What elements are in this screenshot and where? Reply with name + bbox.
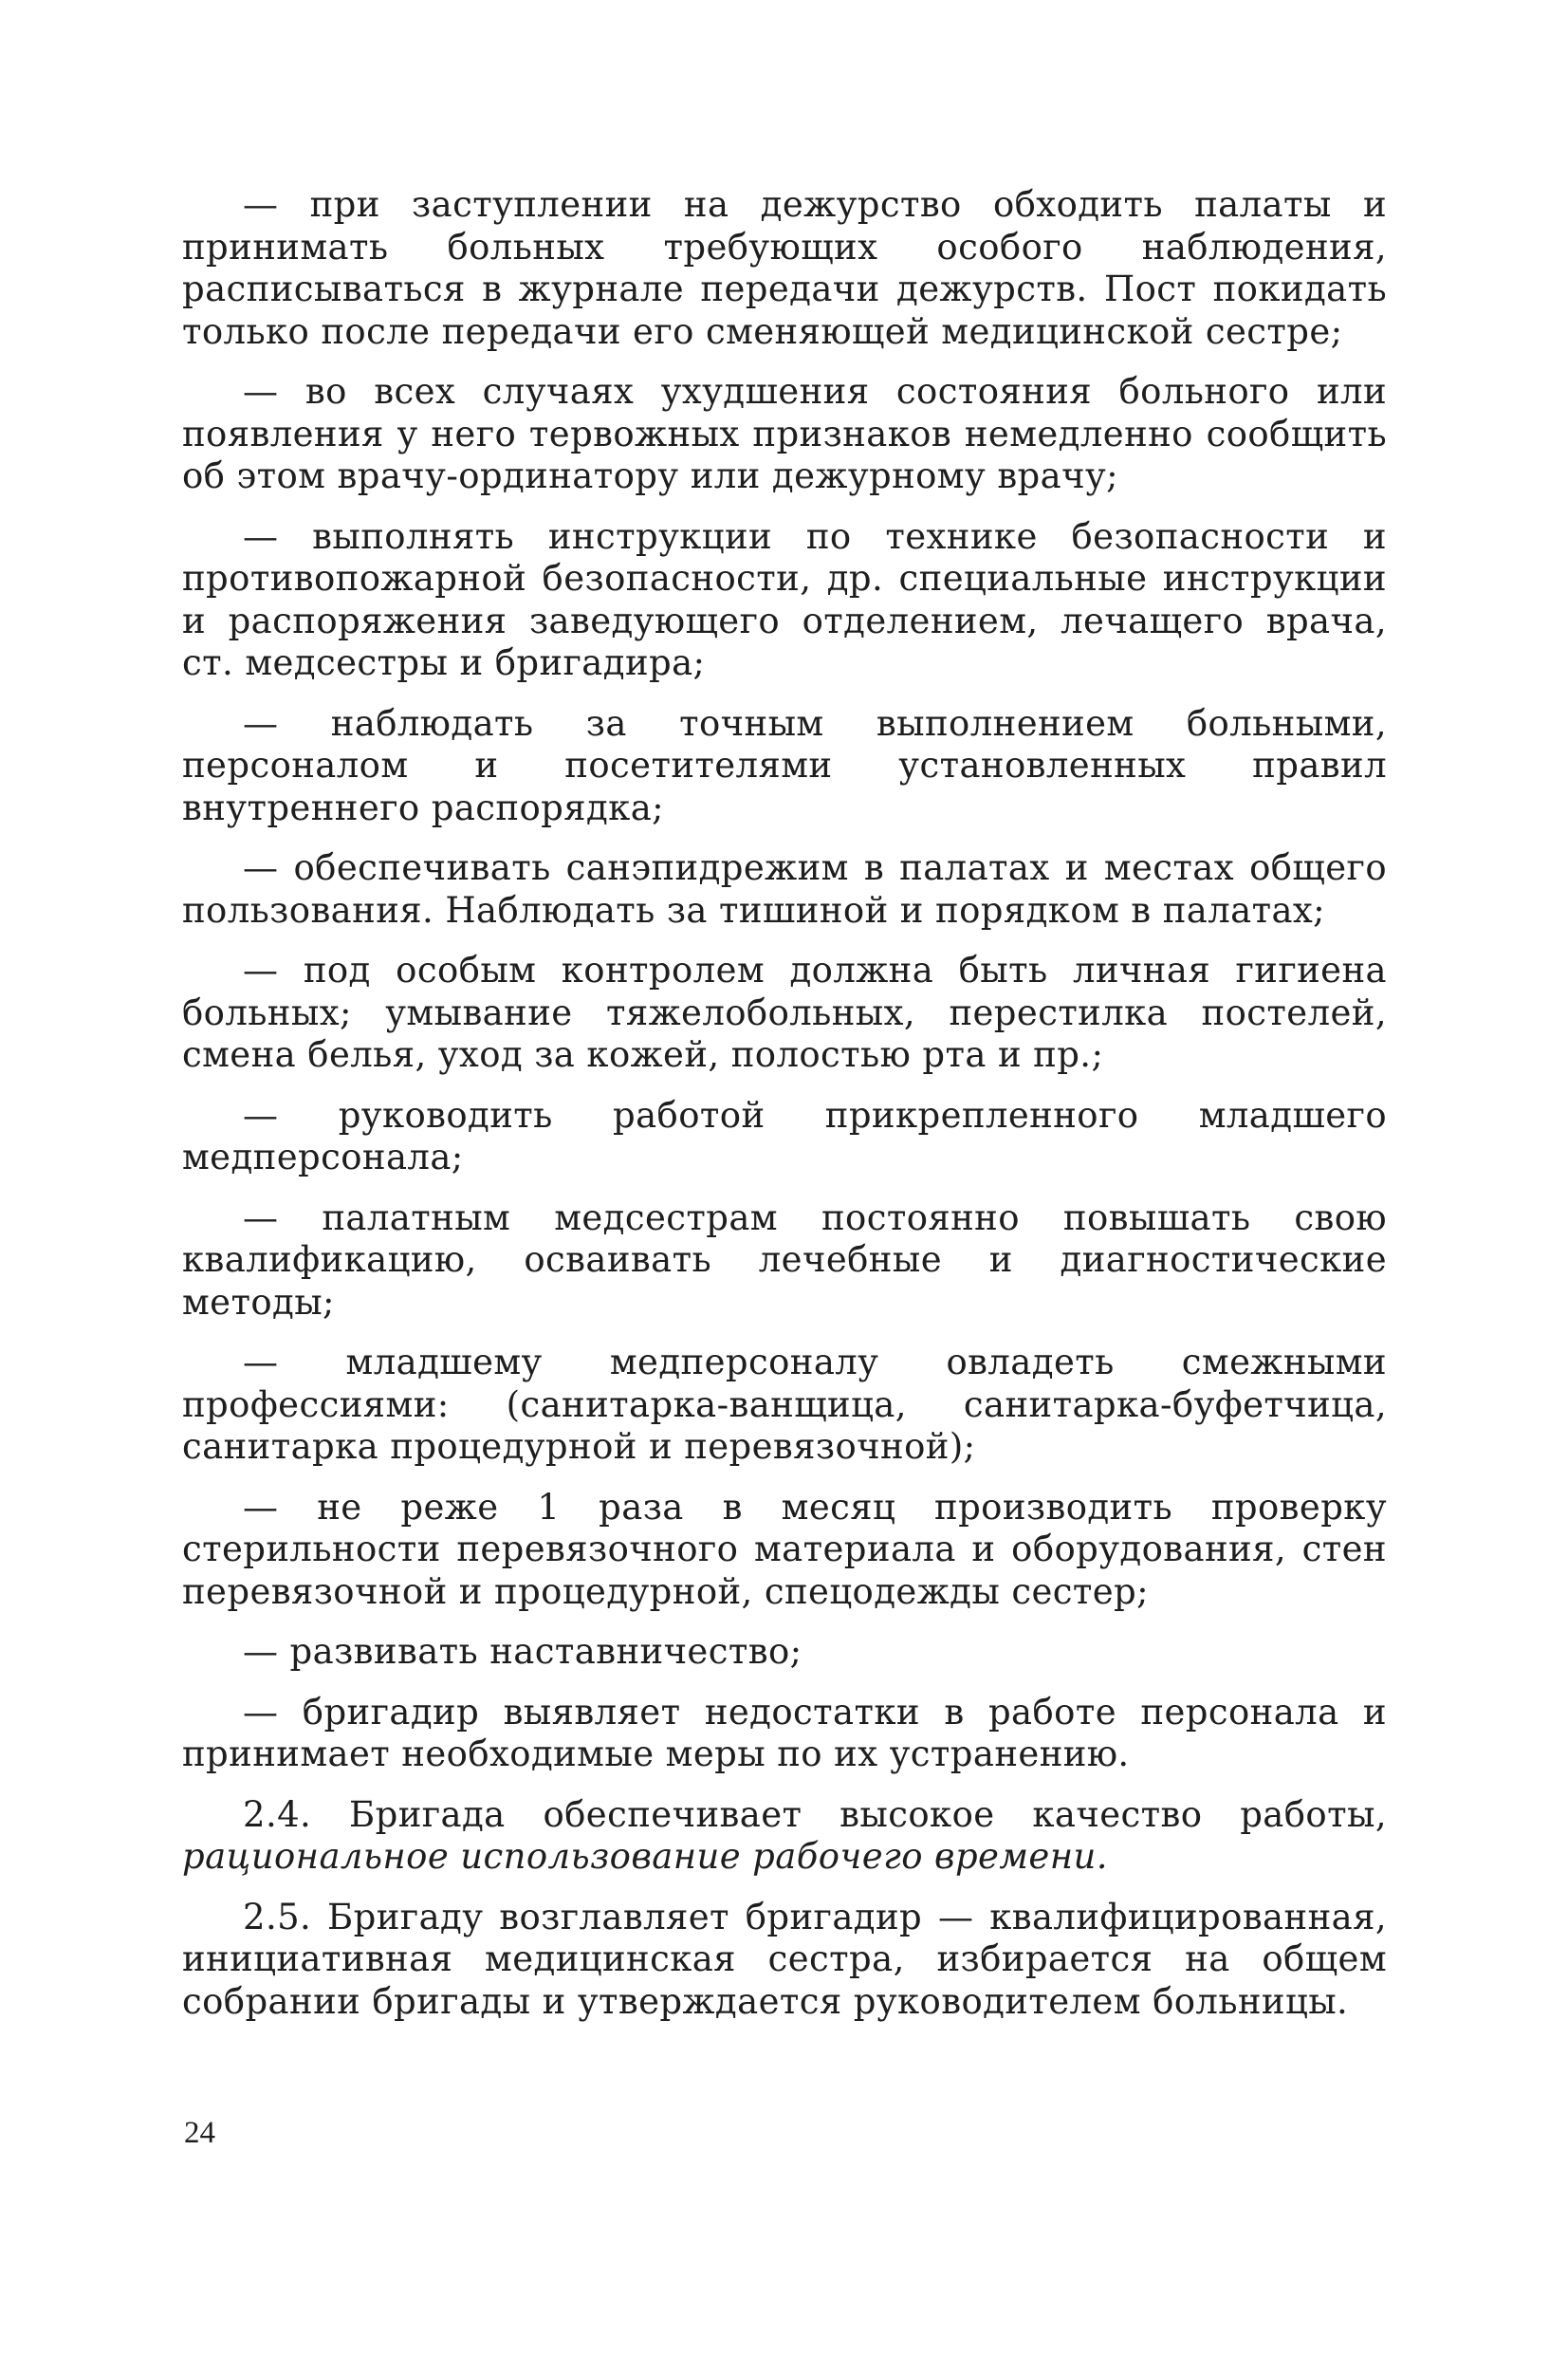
section-2-4-italic: рациональное использование рабочего времени.: [182, 1836, 1108, 1877]
duty-item: — наблюдать за точным выполнением больными, персоналом и посетителями установленных правил внутреннего распорядка;: [182, 702, 1387, 828]
duty-item: — палатным медсестрам постоянно повышать свою квалификацию, осваивать лечебные и диагностические методы;: [182, 1196, 1387, 1323]
duty-item: — выполнять инструкции по технике безопасности и противопожарной безопасности, др. специальные инструкции и распоряжения заведующего отделением, лечащего врача, ст. медсестры и бригадира;: [182, 515, 1387, 683]
section-2-4: [182, 1794, 1387, 1879]
duty-item: — младшему медперсоналу овладеть смежными профессиями: (санитарка-ванщица, санитарка-буфетчица, санитарка процедурной и перевязочной);: [182, 1342, 1387, 1467]
body-text: [182, 184, 1387, 2041]
duty-item: — под особым контролем должна быть личная гигиена больных; умывание тяжелобольных, перестилка постелей, смена белья, уход за кожей, полостью рта и пр.;: [182, 950, 1387, 1075]
duty-item: — не реже 1 раза в месяц производить проверку стерильности перевязочного материала и оборудования, стен перевязочной и процедурной, спецодежды сестер;: [182, 1486, 1387, 1612]
duty-item: — бригадир выявляет недостатки в работе персонала и принимает необходимые меры по их устранению.: [182, 1691, 1387, 1774]
section-2-5: 2.5. Бригаду возглавляет бригадир — квалифицированная, инициативная медицинская сестра, избирается на общем собрании бригады и утверждается руководителем больницы.: [182, 1896, 1387, 2022]
page-number: 24: [184, 2116, 215, 2150]
duty-item: — развивать наставничество;: [243, 1631, 802, 1672]
section-2-4-lead: 2.4. Бригада обеспечивает высокое качество работы,: [243, 1793, 1387, 1835]
duty-item: — во всех случаях ухудшения состояния больного или появления у него тервожных признаков немедленно сообщить об этом врачу-ординатору или дежурному врачу;: [182, 371, 1387, 496]
duty-item: — обеспечивать санэпидрежим в палатах и местах общего пользования. Наблюдать за тишиной и порядком в палатах;: [182, 847, 1387, 931]
duty-item: — при заступлении на дежурство обходить палаты и принимать больных требующих особого наблюдения, расписываться в журнале передачи дежурств. Пост покидать только после передачи его сменяющей медицинской сестре;: [182, 184, 1387, 352]
duty-item: — руководить работой прикрепленного младшего медперсонала;: [182, 1094, 1387, 1177]
